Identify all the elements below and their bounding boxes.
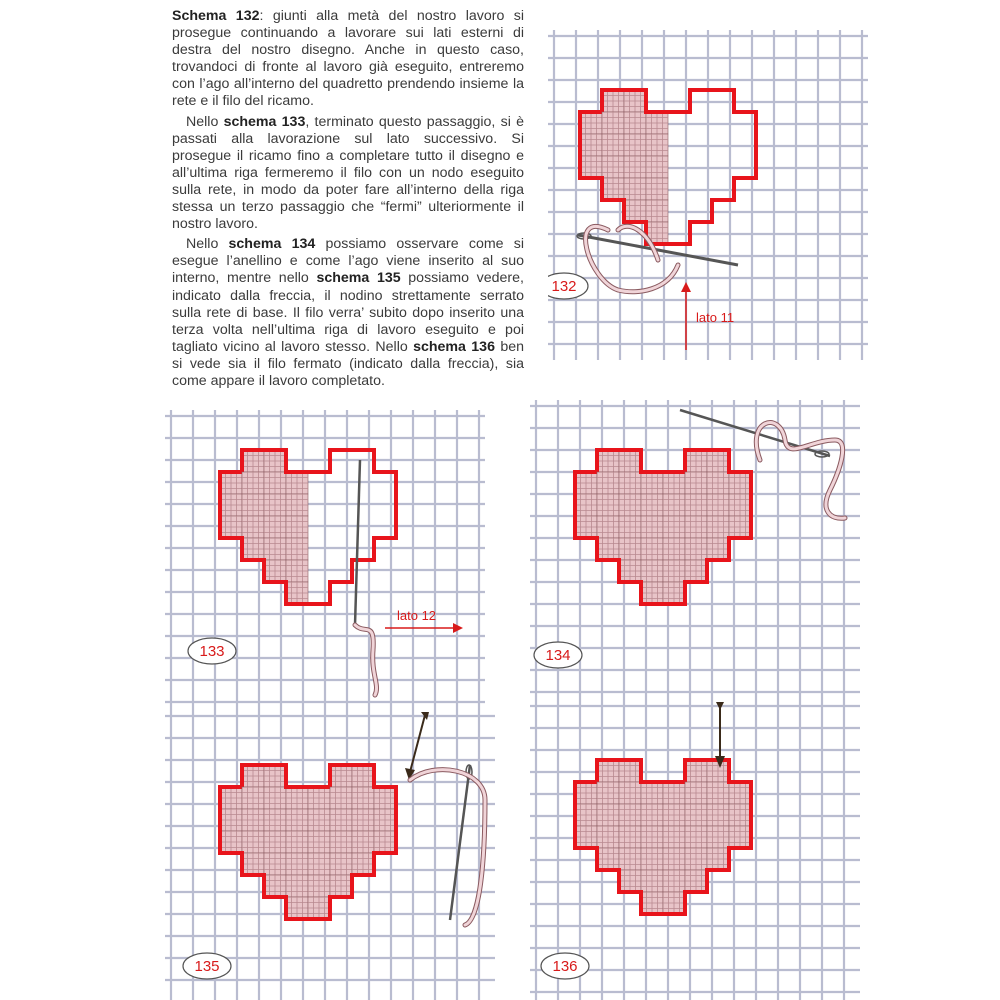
figure-number-badge [188,638,236,664]
arrow-indicator [715,702,725,768]
grid-mesh [165,410,485,710]
side-label: lato 11 [696,310,735,325]
figure-132-drawing [548,30,868,360]
figure-135 [165,710,495,1000]
figure-136-drawing [530,700,860,1000]
figure-number-badge [548,273,588,299]
figure-133 [165,410,485,710]
svg-text:135: 135 [194,958,220,975]
instructions-text [172,8,524,393]
figure-132 [548,30,868,360]
figure-136 [530,700,860,1000]
side-arrow [385,623,463,633]
needle-icon [450,765,472,920]
figure-number-badge [534,642,582,668]
figure-133-drawing [165,410,485,710]
svg-text:133: 133 [199,643,225,660]
side-arrow [681,282,691,350]
figure-number-badge [541,953,589,979]
paragraph-schema-134-136: Nello schema 134 possiamo osservare come si esegue l’anellino e come l’ago viene inserito al suo interno, mentre nello schema 135 possiamo vedere, indicato dalla freccia, il nodino strettamente serrato sulla rete di base. Il filo verra’ subito dopo inserito una terza volta nell’ultima riga di lavoro eseguito e poi tagliato vicino al lavoro stesso. Nello schema 136 ben si vede sia il filo fermato (indicato dalla freccia), sia come appare il lavoro completato. [172,236,524,389]
figure-135-drawing [165,710,495,1000]
figure-134 [530,400,860,700]
figure-number-badge [183,953,231,979]
svg-text:134: 134 [545,647,571,664]
side-label: lato 12 [397,608,437,623]
paragraph-schema-132: Schema 132: giunti alla metà del nostro lavoro si prosegue continuando a lavorare sui lati esterni di destra del nostro disegno. Anche in questo caso, trovandoci di fronte al lavoro già eseguito, entreremo con l’ago all’interno del quadretto prendendo insieme la rete e il filo del ricamo. [172,8,524,110]
figure-134-drawing [530,400,860,700]
svg-text:132: 132 [551,278,577,295]
needle-icon [355,460,360,625]
paragraph-schema-133: Nello schema 133, terminato questo passaggio, si è passati alla lavorazione sul lato successivo. Si prosegue il ricamo fino a completare tutto il disegno e all’ultima riga fermeremo il filo con un nodo eseguito sulla rete, in modo da poter fare all’interno della riga stessa un terzo passaggio che “fermi” ulteriormente il nostro lavoro. [172,113,524,233]
svg-text:136: 136 [552,958,578,975]
